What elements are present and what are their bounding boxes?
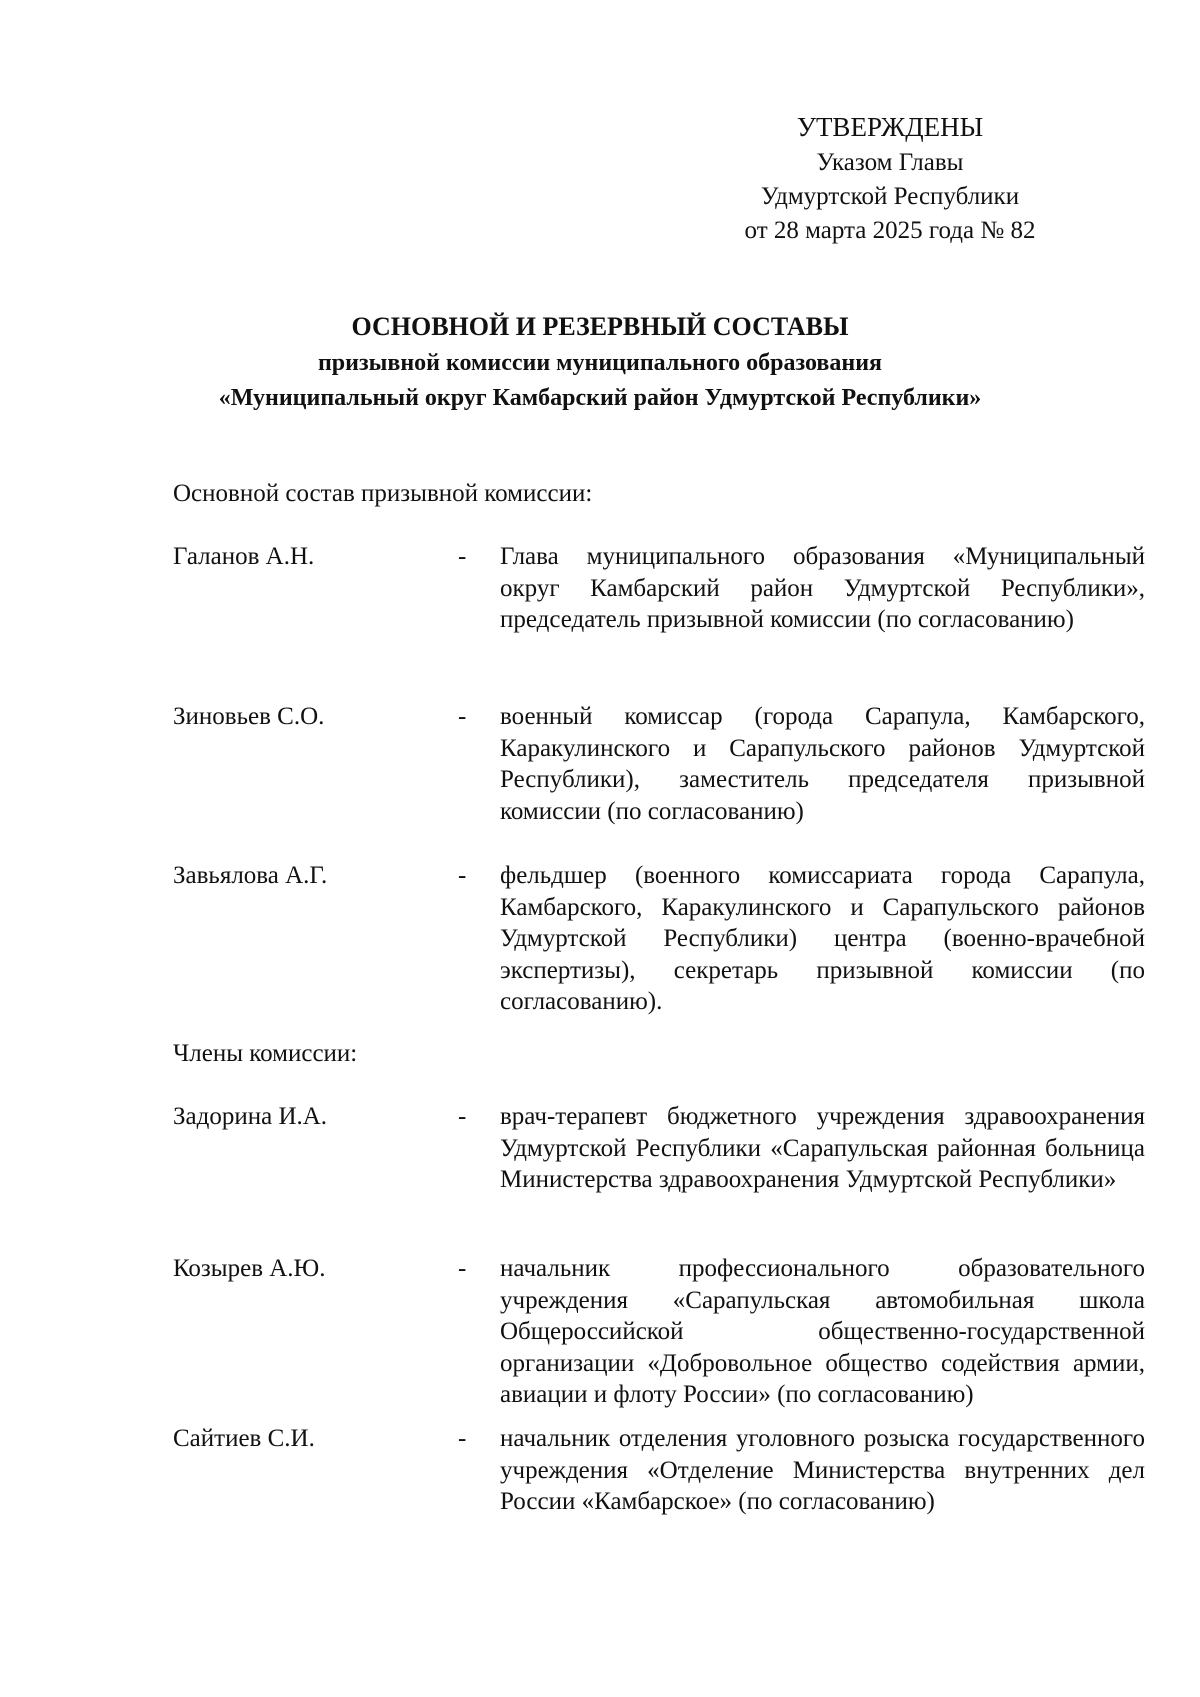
document-title (120, 308, 1080, 416)
member-role: врач-терапевт бюджетного учреждения здравоохранения Удмуртской Республики «Сарапульская районная больница Министерства здравоохранения Удмуртской Республики» (500, 1103, 1145, 1193)
member-role: Глава муниципального образования «Муниципальный округ Камбарский район Удмуртской Республики», председатель призывной комиссии (по согласованию) (500, 543, 1145, 633)
approval-block (700, 108, 1080, 248)
document-title-sub2: «Муниципальный округ Камбарский район Удмуртской Республики» (218, 385, 982, 411)
commission-members-heading: Члены комиссии: (173, 1040, 358, 1067)
member-dash: - (458, 543, 467, 570)
approval-line-date: от 28 марта 2025 года № 82 (744, 217, 1036, 244)
member-dash: - (458, 703, 467, 730)
main-composition-heading: Основной состав призывной комиссии: (173, 480, 593, 507)
member-role: начальник отделения уголовного розыска государственного учреждения «Отделение Министерства внутренних дел России «Камбарское» (по согласованию) (500, 1425, 1145, 1515)
approval-line-decree: Указом Главы (816, 149, 964, 176)
member-dash: - (458, 862, 467, 889)
member-role: фельдшер (военного комиссариата города Сарапула, Камбарского, Каракулинского и Сарапульского районов Удмуртской Республики) центра (военно-врачебной экспертизы), секретарь призывной комиссии (по согласованию). (500, 862, 1145, 1015)
member-dash: - (458, 1425, 467, 1452)
approval-line-republic: Удмуртской Республики (760, 183, 1020, 210)
member-name: Задорина И.А. (173, 1103, 328, 1130)
document-title-sub1: призывной комиссии муниципального образования (317, 350, 883, 376)
document-title-main: ОСНОВНОЙ И РЕЗЕРВНЫЙ СОСТАВЫ (351, 312, 849, 341)
member-name: Козырев А.Ю. (173, 1255, 326, 1282)
approval-title: УТВЕРЖДЕНЫ (796, 112, 984, 142)
member-name: Завьялова А.Г. (173, 862, 328, 889)
member-dash: - (458, 1103, 467, 1130)
member-name: Зиновьев С.О. (173, 703, 325, 730)
member-role: начальник профессионального образовательного учреждения «Сарапульская автомобильная школа Общероссийской общественно-государственной организации «Добровольное общество содействия армии, авиации и флоту России» (по согласованию) (500, 1255, 1145, 1408)
member-name: Галанов А.Н. (173, 543, 315, 570)
member-dash: - (458, 1255, 467, 1282)
member-role: военный комиссар (города Сарапула, Камбарского, Каракулинского и Сарапульского районов Удмуртской Республики), заместитель председателя призывной комиссии (по согласованию) (500, 703, 1145, 825)
member-name: Сайтиев С.И. (173, 1425, 315, 1452)
